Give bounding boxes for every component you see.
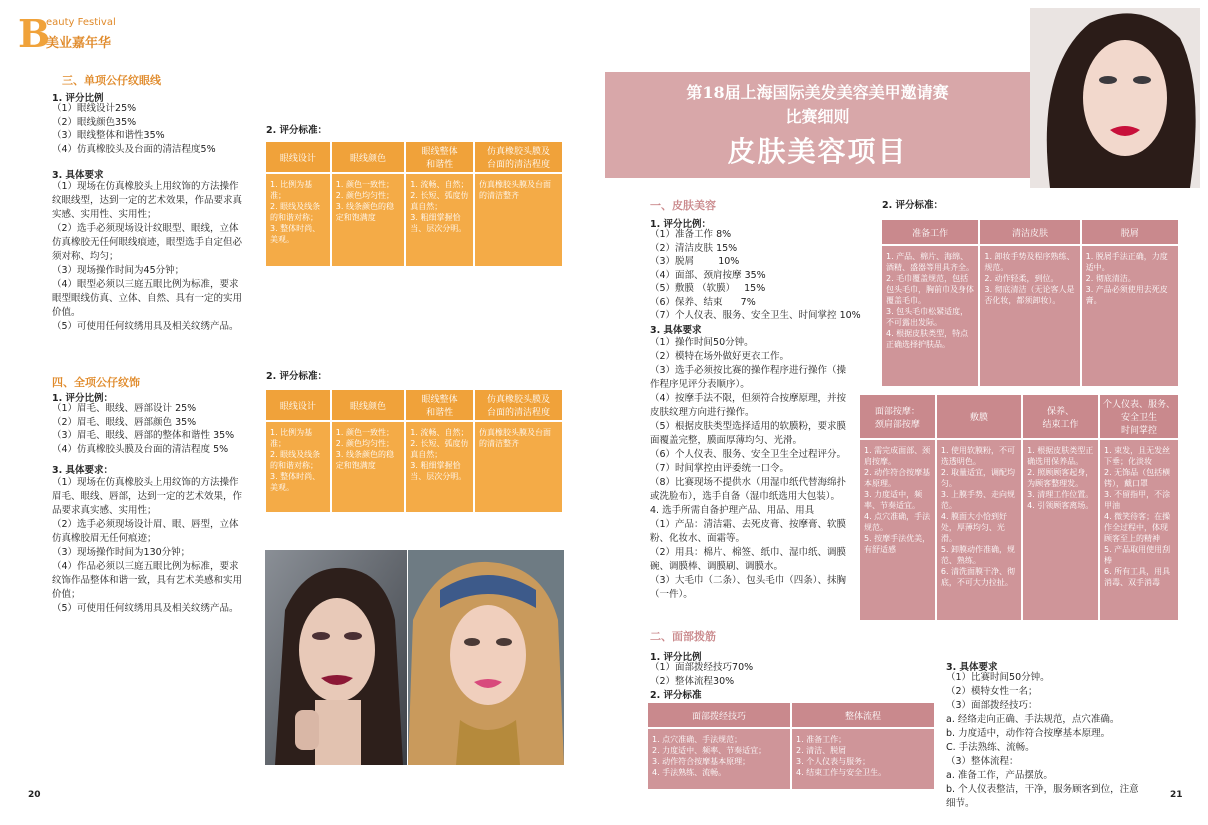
criteria-header: 准备工作 (882, 220, 978, 244)
criteria-cell: 1. 比例为基准； 2. 眼线及线条的和谐对称； 3. 整体时尚、美观。 (266, 174, 330, 266)
model-photo-3 (1030, 8, 1200, 188)
ratio-label: 1. 评分比例： (52, 393, 114, 404)
criteria-table (880, 218, 1180, 388)
brand-logo (18, 11, 128, 58)
criteria-cell: 1. 脱屑手法正确，力度适中。 2. 彻底清洁。 3. 产品必须使用去死皮膏。 (1082, 246, 1178, 386)
banner-line-3: 皮肤美容项目 (727, 135, 908, 168)
section-title: 二、面部拨筋 (650, 630, 716, 643)
criteria-header: 眼线设计 (266, 390, 330, 420)
criteria-cell: 1. 颜色一致性； 2. 颜色均匀性； 3. 线条颜色的稳定和饱满度 (332, 422, 405, 512)
criteria-cell: 1. 产品、棉片、海绵、酒精、盛器等用具齐全。 2. 毛巾覆盖规范，包括包头毛巾，胸前巾及身体覆盖毛巾。 3. 包头毛巾松紧适度，不可露出发际。 4. 根据皮肤类型，特点正确选择护肤品。 (882, 246, 978, 386)
criteria-header: 面部拨经技巧 (648, 703, 790, 727)
criteria-header: 眼线整体 和谐性 (406, 390, 473, 420)
requirements-label: 3. 具体要求： (52, 465, 114, 476)
criteria-cell: 仿真橡胶头膜及台面的清洁整齐 (475, 422, 562, 512)
model-photo-2 (408, 550, 564, 765)
criteria-cell: 1. 流畅、自然； 2. 长短、弧度仿真自然； 3. 粗细掌握恰当、层次分明。 (406, 422, 473, 512)
criteria-header: 眼线颜色 (332, 142, 405, 172)
requirements-text: （1）现场在仿真橡胶头上用纹饰的方法操作纹眼线型，达到一定的艺术效果，作品要求真实感、实用性、实用性； （2）选手必须现场设计纹眼型、眼线，立体仿真橡胶无任何眼线痕迹，眼型选手自定但必须对称、均匀； （3）现场操作时间为45分钟； （4）眼型必须以三庭五眼比例为标准，要求眼型眼线仿真、立体、自然、具有一定的实用价值。 （5）可使用任何纹绣用具及相关纹绣产品。 (52, 181, 243, 332)
ratio-items: （1）眉毛、眼线、唇部设计 25% （2）眉毛、眼线、唇部颜色 35% （3）眉毛、眼线、唇部的整体和谐性 35% （4）仿真橡胶头膜及台面的清洁程度 5% (52, 403, 235, 455)
ratio-items: （1）面部拨经技巧70% （2）整体流程30% (650, 662, 754, 687)
requirements-label: 3. 具体要求 (946, 662, 998, 673)
section-title: 四、全项公仔纹饰 (52, 376, 140, 389)
requirements-text: （1）现场在仿真橡胶头上用纹饰的方法操作眉毛、眼线、唇部，达到一定的艺术效果，作品要求真实感、实用性； （2）选手必须现场设计眉、眼、唇型，立体仿真橡胶眉无任何痕迹； （3）现场操作时间为130分钟； （4）作品必须以三庭五眼比例为标准，要求纹饰作品整体和谐一致，具有艺术美感和实用价值； （5）可使用任何纹绣用具及相关纹绣产品。 (52, 477, 243, 614)
criteria-header: 个人仪表、服务、 安全卫生 时间掌控 (1100, 395, 1178, 438)
criteria-cell: 1. 需完成面部、颈肩按摩。 2. 动作符合按摩基本原理。 3. 力度适中，频率、节奏适宜。 4. 点穴准确，手法规范。 5. 按摩手法优美，有舒适感 (860, 440, 935, 620)
ratio-label: 1. 评分比例 (52, 93, 104, 104)
ratio-label: 1. 评分比例： (650, 219, 712, 230)
logo-chinese: 美业嘉年华 (46, 36, 112, 51)
banner-line-1: 第18届上海国际美发美容美甲邀请赛 (686, 83, 949, 102)
criteria-header: 仿真橡胶头膜及 台面的清洁程度 (475, 142, 562, 172)
criteria-table (264, 140, 564, 268)
ratio-items: （1）准备工作 8% （2）清洁皮肤 15% （3）脱屑 10% （4）面部、颈肩按摩 35% （5）敷膜 （软膜） 15% （6）保养、结束 7% （7）个人仪表、服务、安全卫生、时间掌控 10% (650, 229, 861, 321)
model-photo-1 (265, 550, 407, 765)
criteria-header: 敷膜 (937, 395, 1021, 438)
requirements-label: 3. 具体要求 (52, 170, 104, 181)
logo-english: eauty Festival (46, 17, 116, 28)
criteria-header: 眼线颜色 (332, 390, 405, 420)
requirements-label: 3. 具体要求 (650, 325, 702, 336)
criteria-cell: 仿真橡胶头膜及台面的清洁整齐 (475, 174, 562, 266)
criteria-header: 清洁皮肤 (980, 220, 1079, 244)
criteria-cell: 1. 比例为基准； 2. 眼线及线条的和谐对称； 3. 整体时尚、美观。 (266, 422, 330, 512)
criteria-table (858, 393, 1180, 622)
criteria-cell: 1. 使用软膜粉，不可选透明色。 2. 取量适宜，调配均匀。 3. 上膜手势、走向规范。 4. 膜面大小恰到好处，厚薄均匀、光滑。 5. 卸膜动作准确，规范、熟练。 6. 清洗面膜干净、彻底，不可大力拉扯。 (937, 440, 1021, 620)
criteria-header: 面部按摩： 颈肩部按摩 (860, 395, 935, 438)
title-banner (605, 72, 1030, 178)
criteria-header: 眼线设计 (266, 142, 330, 172)
criteria-header: 仿真橡胶头膜及 台面的清洁程度 (475, 390, 562, 420)
banner-line-2: 比赛细则 (785, 107, 850, 126)
logo-letter: B (18, 11, 51, 56)
criteria-table (646, 701, 936, 791)
criteria-label: 2. 评分标准： (882, 200, 944, 211)
criteria-label: 2. 评分标准 (650, 690, 702, 701)
criteria-cell: 1. 颜色一致性； 2. 颜色均匀性； 3. 线条颜色的稳定和饱满度 (332, 174, 405, 266)
criteria-header: 眼线整体 和谐性 (406, 142, 473, 172)
section-title: 三、单项公仔纹眼线 (62, 74, 161, 87)
criteria-header: 整体流程 (792, 703, 934, 727)
ratio-items: （1）眼线设计25% （2）眼线颜色35% （3）眼线整体和谐性35% （4）仿真橡胶头及台面的清洁程度5% (52, 103, 216, 155)
criteria-cell: 1. 束发，且无发丝下垂；化淡妆 2. 无饰品（包括横铐），戴口罩 3. 不留指甲，不涂甲油 4. 微笑待客；在操作全过程中，体现顾客至上的精神 5. 产品取用使用刮棒 6. 所有工具，用具消毒、双手消毒 (1100, 440, 1178, 620)
criteria-cell: 1. 卸妆手势及程序熟练、规范。 2. 动作轻柔，到位。 3. 彻底清洁（无论客人是否化妆，都须卸妆）。 (980, 246, 1079, 386)
section-title: 一、皮肤美容 (650, 199, 716, 212)
criteria-cell: 1. 流畅、自然； 2. 长短、弧度仿真自然； 3. 粗细掌握恰当、层次分明。 (406, 174, 473, 266)
criteria-header: 保养、 结束工作 (1023, 395, 1098, 438)
requirements-text: （1）比赛时间50分钟。 （2）模特女性一名； （3）面部拨经技巧： a. 经络走向正确、手法规范，点穴准确。 b. 力度适中，动作符合按摩基本原理。 C. 手法熟练、流畅。 （3）整体流程： a. 准备工作，产品摆放。 b. 个人仪表整洁，干净，服务顾客到位，注意 细节。 (946, 672, 1139, 809)
criteria-table (264, 388, 564, 514)
criteria-cell: 1. 点穴准确、手法规范； 2. 力度适中、频率、节奏适宜； 3. 动作符合按摩基本原理； 4. 手法熟练、流畅。 (648, 729, 790, 789)
ratio-label: 1. 评分比例 (650, 652, 702, 663)
page-number: 20 (28, 790, 41, 800)
criteria-cell: 1. 根据皮肤类型正确选用保养品。 2. 照顾顾客起身，为顾客整理发。 3. 清理工作位置。 4. 引领顾客离场。 (1023, 440, 1098, 620)
criteria-cell: 1. 准备工作； 2. 清洁、脱屑 3. 个人仪表与服务； 4. 结束工作与安全卫生。 (792, 729, 934, 789)
page-number: 21 (1170, 790, 1183, 800)
requirements-text: （1）操作时间50分钟。 （2）模特在场外做好更衣工作。 （3）选手必须按比赛的操作程序进行操作（操作程序见评分表顺序）。 （4）按摩手法不限，但须符合按摩原理，并按皮肤纹理方向进行操作。 （5）根据皮肤类型选择适用的软膜粉，要求膜面覆盖完整，膜面厚薄均匀、光滑。 （6）个人仪表、服务、安全卫生全过程评分。 （7）时间掌控由评委统一口令。 （8）比赛现场不提供水（用湿巾纸代替海绵扑或洗脸布），选手自备（湿巾纸选用大包装）。 4. 选手所需自备护理产品、用品、用具 （1）产品：清洁霜、去死皮膏、按摩膏、软膜粉、化妆水、面霜等。 （2）用具：棉片、棉签、纸巾、湿巾纸、调膜碗、调膜棒、调膜刷、调膜水。 （3）大毛巾（二条）、包头毛巾（四条）、抹胸（一件）。 (650, 337, 847, 600)
criteria-label: 2. 评分标准： (266, 371, 328, 382)
criteria-header: 脱屑 (1082, 220, 1178, 244)
criteria-label: 2. 评分标准： (266, 125, 328, 136)
